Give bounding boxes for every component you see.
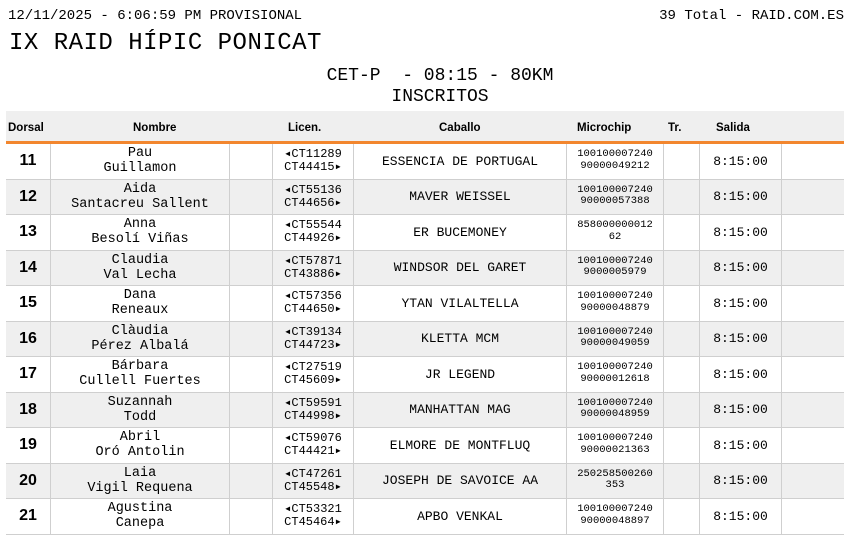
rider-last-name: Reneaux bbox=[111, 303, 169, 318]
table-row bbox=[6, 286, 844, 322]
dorsal-number: 20 bbox=[19, 471, 37, 489]
microchip-part-1: 858000000012 bbox=[577, 219, 653, 231]
licence-cell bbox=[272, 499, 353, 534]
microchip-part-2: 90000021363 bbox=[580, 443, 650, 456]
microchip-part-1: 250258500260 bbox=[577, 467, 653, 480]
rider-name bbox=[50, 393, 229, 428]
rider-last-name: Guillamon bbox=[103, 161, 177, 176]
horse-licence: CT45464▸ bbox=[284, 515, 342, 529]
microchip-part-2: 62 bbox=[608, 230, 622, 243]
empty-cell bbox=[781, 251, 844, 286]
table-row bbox=[6, 322, 844, 358]
rider-first-name: Aida bbox=[123, 181, 157, 197]
rider-last-name: Cullell Fuertes bbox=[79, 374, 201, 389]
horse-licence: CT44723▸ bbox=[284, 337, 342, 352]
tr-cell bbox=[663, 215, 699, 250]
table-row bbox=[6, 393, 844, 429]
empty-cell bbox=[781, 428, 844, 463]
dorsal-number: 16 bbox=[19, 329, 37, 347]
rider-last-name: Oró Antolin bbox=[95, 445, 185, 460]
blank-cell bbox=[229, 215, 272, 250]
report-header-line bbox=[8, 8, 844, 26]
horse-name: YTAN VILALTELLA bbox=[353, 286, 566, 321]
rider-name bbox=[50, 499, 229, 534]
microchip-part-2: 353 bbox=[605, 479, 625, 491]
start-time: 8:15:00 bbox=[699, 464, 781, 499]
horse-licence: CT44656▸ bbox=[284, 195, 342, 210]
horse-name: WINDSOR DEL GARET bbox=[353, 251, 566, 286]
microchip-part-1: 100100007240 bbox=[577, 325, 653, 338]
blank-cell bbox=[229, 144, 272, 179]
horse-licence: CT44421▸ bbox=[284, 444, 342, 458]
horse-licence: CT45609▸ bbox=[284, 373, 342, 387]
rider-licence: ◂CT57356 bbox=[284, 289, 342, 303]
blank-cell bbox=[229, 286, 272, 321]
rider-name bbox=[50, 215, 229, 250]
microchip-cell bbox=[566, 499, 663, 534]
rider-last-name: Canepa bbox=[115, 516, 165, 531]
licence-cell bbox=[272, 322, 353, 357]
dorsal-number: 19 bbox=[19, 436, 37, 454]
licence-cell bbox=[272, 251, 353, 286]
microchip-cell bbox=[566, 464, 663, 499]
rider-licence: ◂CT53321 bbox=[284, 502, 342, 516]
microchip-part-2: 90000049212 bbox=[580, 159, 650, 172]
microchip-part-1: 100100007240 bbox=[577, 290, 653, 302]
empty-cell bbox=[781, 357, 844, 392]
start-time: 8:15:00 bbox=[699, 499, 781, 534]
microchip-part-2: 9000005979 bbox=[583, 266, 647, 278]
blank-cell bbox=[229, 499, 272, 534]
entries-table bbox=[6, 144, 844, 535]
table-row bbox=[6, 464, 844, 500]
horse-licence: CT44415▸ bbox=[284, 160, 342, 174]
microchip-cell bbox=[566, 180, 663, 215]
horse-name: APBO VENKAL bbox=[353, 499, 566, 534]
rider-licence: ◂CT47261 bbox=[284, 466, 342, 481]
blank-cell bbox=[229, 180, 272, 215]
microchip-cell bbox=[566, 251, 663, 286]
tr-cell bbox=[663, 286, 699, 321]
empty-cell bbox=[781, 393, 844, 428]
start-time: 8:15:00 bbox=[699, 393, 781, 428]
rider-first-name: Laia bbox=[123, 465, 157, 481]
tr-cell bbox=[663, 180, 699, 215]
microchip-cell bbox=[566, 144, 663, 179]
table-header bbox=[6, 111, 844, 144]
licence-cell bbox=[272, 286, 353, 321]
horse-licence: CT44998▸ bbox=[284, 408, 342, 423]
dorsal-number: 18 bbox=[19, 400, 37, 418]
blank-cell bbox=[229, 393, 272, 428]
licence-cell bbox=[272, 180, 353, 215]
table-row bbox=[6, 499, 844, 535]
col-microchip: Microchip bbox=[577, 122, 632, 134]
dorsal-number: 21 bbox=[19, 507, 37, 525]
col-nombre: Nombre bbox=[133, 122, 177, 134]
microchip-cell bbox=[566, 357, 663, 392]
microchip-part-2: 90000049059 bbox=[580, 337, 650, 349]
dorsal-number: 13 bbox=[19, 223, 37, 241]
tr-cell bbox=[663, 144, 699, 179]
col-caballo: Caballo bbox=[439, 122, 481, 134]
tr-cell bbox=[663, 464, 699, 499]
rider-last-name: Besolí Viñas bbox=[91, 232, 189, 247]
horse-name: ELMORE DE MONTFLUQ bbox=[353, 428, 566, 463]
empty-cell bbox=[781, 499, 844, 534]
microchip-part-2: 90000048897 bbox=[580, 514, 650, 527]
horse-name: ESSENCIA DE PORTUGAL bbox=[353, 144, 566, 179]
microchip-part-1: 100100007240 bbox=[577, 396, 653, 409]
horse-name: MAVER WEISSEL bbox=[353, 180, 566, 215]
rider-first-name: Suzannah bbox=[107, 394, 173, 410]
table-row bbox=[6, 144, 844, 180]
table-row bbox=[6, 357, 844, 393]
rider-licence: ◂CT39134 bbox=[284, 324, 342, 339]
empty-cell bbox=[781, 322, 844, 357]
rider-first-name: Clàudia bbox=[111, 323, 169, 339]
list-type: INSCRITOS bbox=[391, 87, 489, 107]
licence-cell bbox=[272, 357, 353, 392]
total-count: 39 Total - RAID.COM.ES bbox=[659, 8, 844, 24]
horse-licence: CT44926▸ bbox=[284, 231, 342, 245]
start-time: 8:15:00 bbox=[699, 144, 781, 179]
blank-cell bbox=[229, 428, 272, 463]
horse-licence: CT43886▸ bbox=[284, 266, 342, 281]
start-time: 8:15:00 bbox=[699, 286, 781, 321]
rider-licence: ◂CT57871 bbox=[284, 253, 342, 268]
rider-licence: ◂CT55136 bbox=[284, 182, 342, 197]
event-title: IX RAID HÍPIC PONICAT bbox=[9, 30, 322, 57]
microchip-part-2: 90000057388 bbox=[580, 195, 650, 207]
horse-licence: CT44650▸ bbox=[284, 302, 342, 316]
microchip-part-1: 100100007240 bbox=[577, 503, 653, 515]
microchip-part-2: 90000048959 bbox=[580, 408, 650, 420]
licence-cell bbox=[272, 428, 353, 463]
tr-cell bbox=[663, 499, 699, 534]
rider-name bbox=[50, 464, 229, 499]
dorsal-number: 12 bbox=[19, 187, 37, 205]
rider-first-name: Abril bbox=[119, 430, 161, 445]
horse-name: ER BUCEMONEY bbox=[353, 215, 566, 250]
microchip-cell bbox=[566, 322, 663, 357]
horse-name: KLETTA MCM bbox=[353, 322, 566, 357]
microchip-cell bbox=[566, 286, 663, 321]
start-time: 8:15:00 bbox=[699, 428, 781, 463]
category-subtitle: CET-P - 08:15 - 80KM bbox=[326, 66, 554, 86]
start-time: 8:15:00 bbox=[699, 357, 781, 392]
empty-cell bbox=[781, 286, 844, 321]
rider-first-name: Agustina bbox=[107, 501, 173, 516]
col-salida: Salida bbox=[716, 122, 750, 134]
rider-first-name: Dana bbox=[123, 288, 157, 303]
rider-name bbox=[50, 251, 229, 286]
empty-cell bbox=[781, 464, 844, 499]
tr-cell bbox=[663, 357, 699, 392]
table-row bbox=[6, 251, 844, 287]
licence-cell bbox=[272, 464, 353, 499]
empty-cell bbox=[781, 144, 844, 179]
col-licen: Licen. bbox=[288, 122, 322, 134]
licence-cell bbox=[272, 144, 353, 179]
dorsal-number: 14 bbox=[19, 258, 37, 276]
col-tr: Tr. bbox=[668, 122, 682, 134]
tr-cell bbox=[663, 428, 699, 463]
empty-cell bbox=[781, 180, 844, 215]
rider-last-name: Val Lecha bbox=[103, 267, 177, 283]
rider-name bbox=[50, 180, 229, 215]
blank-cell bbox=[229, 357, 272, 392]
rider-name bbox=[50, 357, 229, 392]
rider-licence: ◂CT27519 bbox=[284, 360, 342, 374]
start-time: 8:15:00 bbox=[699, 322, 781, 357]
rider-first-name: Anna bbox=[123, 217, 157, 232]
microchip-part-1: 100100007240 bbox=[577, 361, 653, 373]
rider-name bbox=[50, 428, 229, 463]
rider-name bbox=[50, 322, 229, 357]
microchip-cell bbox=[566, 428, 663, 463]
rider-name bbox=[50, 144, 229, 179]
table-row bbox=[6, 215, 844, 251]
blank-cell bbox=[229, 322, 272, 357]
horse-name: JR LEGEND bbox=[353, 357, 566, 392]
licence-cell bbox=[272, 215, 353, 250]
microchip-part-1: 100100007240 bbox=[577, 432, 653, 444]
start-time: 8:15:00 bbox=[699, 180, 781, 215]
microchip-part-1: 100100007240 bbox=[577, 148, 653, 160]
tr-cell bbox=[663, 393, 699, 428]
tr-cell bbox=[663, 251, 699, 286]
horse-name: MANHATTAN MAG bbox=[353, 393, 566, 428]
start-time: 8:15:00 bbox=[699, 215, 781, 250]
rider-licence: ◂CT59591 bbox=[284, 395, 342, 410]
dorsal-number: 17 bbox=[19, 365, 37, 383]
table-row bbox=[6, 180, 844, 216]
table-row bbox=[6, 428, 844, 464]
start-time: 8:15:00 bbox=[699, 251, 781, 286]
rider-first-name: Pau bbox=[127, 146, 153, 161]
rider-licence: ◂CT55544 bbox=[284, 218, 342, 232]
microchip-part-1: 100100007240 bbox=[577, 254, 653, 267]
empty-cell bbox=[781, 215, 844, 250]
horse-name: JOSEPH DE SAVOICE AA bbox=[353, 464, 566, 499]
dorsal-number: 11 bbox=[19, 152, 37, 170]
licence-cell bbox=[272, 393, 353, 428]
microchip-part-1: 100100007240 bbox=[577, 183, 653, 196]
microchip-cell bbox=[566, 215, 663, 250]
rider-last-name: Pérez Albalá bbox=[91, 338, 189, 354]
rider-licence: ◂CT11289 bbox=[284, 147, 342, 161]
blank-cell bbox=[229, 464, 272, 499]
tr-cell bbox=[663, 322, 699, 357]
rider-last-name: Vigil Requena bbox=[87, 480, 193, 496]
microchip-part-2: 90000048879 bbox=[580, 301, 650, 314]
rider-licence: ◂CT59076 bbox=[284, 431, 342, 445]
microchip-cell bbox=[566, 393, 663, 428]
microchip-part-2: 90000012618 bbox=[580, 372, 650, 385]
blank-cell bbox=[229, 251, 272, 286]
horse-licence: CT45548▸ bbox=[284, 479, 342, 494]
report-timestamp: 12/11/2025 - 6:06:59 PM PROVISIONAL bbox=[8, 8, 303, 24]
rider-first-name: Bárbara bbox=[111, 359, 169, 374]
dorsal-number: 15 bbox=[19, 294, 37, 312]
rider-first-name: Claudia bbox=[111, 252, 169, 268]
rider-last-name: Santacreu Sallent bbox=[71, 196, 209, 212]
rider-name bbox=[50, 286, 229, 321]
rider-last-name: Todd bbox=[123, 409, 157, 425]
col-dorsal: Dorsal bbox=[8, 122, 44, 134]
